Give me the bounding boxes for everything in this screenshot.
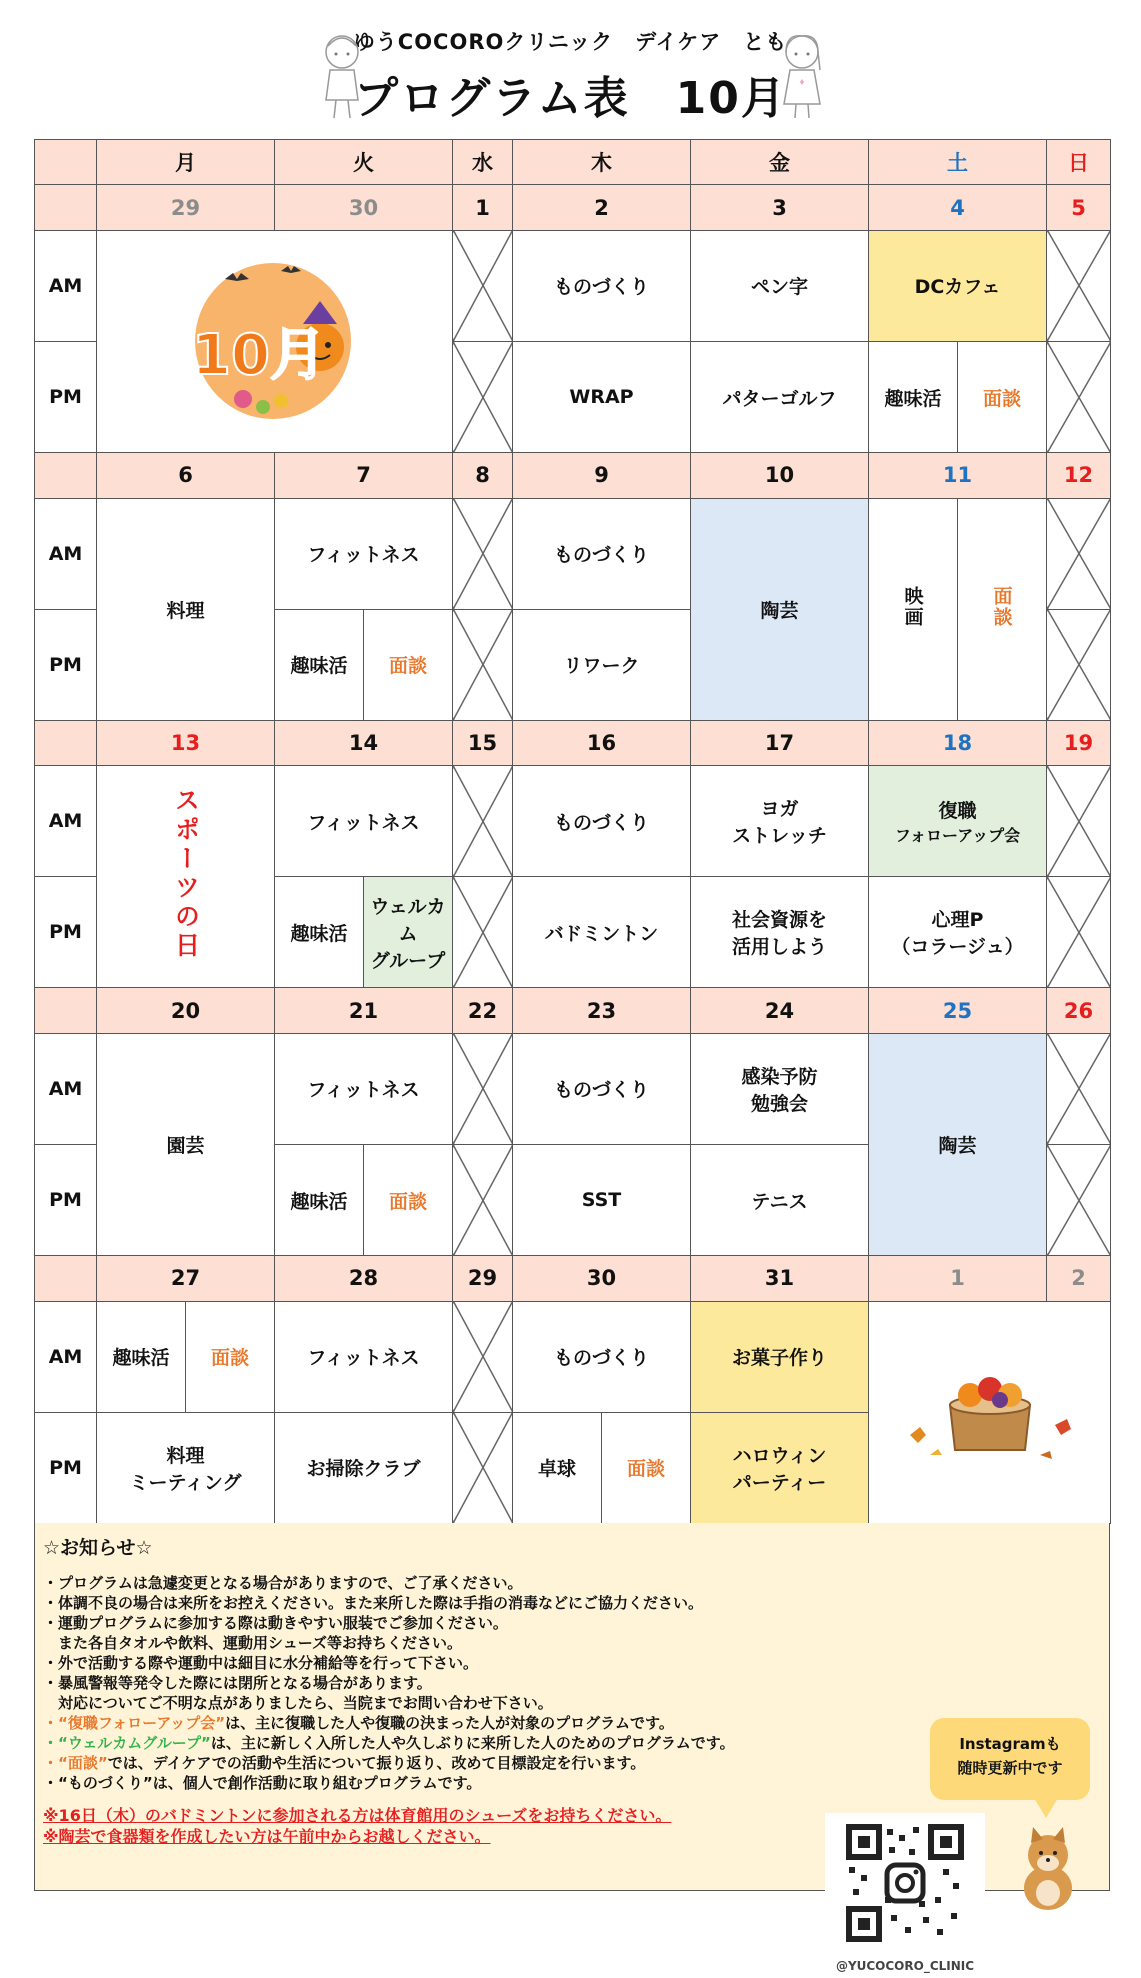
program-line: 料理 bbox=[166, 1444, 205, 1467]
program-cell: 趣味活 bbox=[869, 342, 958, 453]
notice-line: ・外で活動する際や運動中は細目に水分補給等を行って下さい。 bbox=[43, 1654, 479, 1672]
date-cell: 19 bbox=[1047, 720, 1111, 765]
date-cell: 5 bbox=[1047, 185, 1111, 230]
program-cell: 園芸 bbox=[97, 1033, 275, 1255]
mendan-cell: 面談 bbox=[602, 1412, 691, 1523]
date-cell: 6 bbox=[97, 453, 275, 498]
mendan-cell: 面談 bbox=[364, 1145, 453, 1256]
date-cell: 2 bbox=[513, 185, 691, 230]
program-cell: バドミントン bbox=[513, 877, 691, 988]
header-corner bbox=[35, 140, 97, 185]
program-cell: 趣味活 bbox=[275, 877, 364, 988]
program-cell: ものづくり bbox=[513, 766, 691, 877]
notice-term: ・“復職フォローアップ会” bbox=[43, 1714, 226, 1732]
closed-cell bbox=[1047, 498, 1111, 609]
closed-cell bbox=[453, 1033, 513, 1144]
program-cell: 趣味活 bbox=[97, 1301, 186, 1412]
notice-line: ・プログラムは急遽変更となる場合がありますので、ご了承ください。 bbox=[43, 1574, 523, 1592]
program-cell bbox=[691, 877, 869, 988]
autumn-harvest-icon bbox=[890, 1355, 1090, 1465]
program-line: ハロウィン bbox=[732, 1444, 827, 1467]
program-line: 復職 bbox=[938, 800, 977, 823]
october-halloween-icon bbox=[185, 249, 365, 429]
date-cell: 1 bbox=[869, 1256, 1047, 1301]
notice-line: ・体調不良の場合は来所をお控えください。また来所した際は手指の消毒などにご協力ください。 bbox=[43, 1594, 704, 1612]
notice-text: は、主に復職した人や復職の決まった人が対象のプログラムです。 bbox=[225, 1714, 674, 1732]
program-cell: パターゴルフ bbox=[691, 342, 869, 453]
program-cell: ものづくり bbox=[513, 1301, 691, 1412]
date-cell: 22 bbox=[453, 988, 513, 1033]
warning-notes bbox=[43, 1805, 671, 1847]
date-cell: 21 bbox=[275, 988, 453, 1033]
notice-line bbox=[43, 1713, 843, 1733]
notice-line bbox=[43, 1733, 843, 1753]
clinic-subtitle: ゆうCOCOROクリニック デイケア とも bbox=[353, 30, 788, 54]
program-line: ウェルカム bbox=[370, 895, 446, 945]
shiba-dog-illustration-icon bbox=[1013, 1823, 1083, 1913]
date-cell: 16 bbox=[513, 720, 691, 765]
weekday-mon: 月 bbox=[97, 140, 275, 185]
program-cell: 陶芸 bbox=[691, 498, 869, 720]
program-line: ミーティング bbox=[129, 1471, 242, 1494]
page-title: プログラム表 10月 bbox=[354, 73, 787, 124]
week2-am-row bbox=[35, 498, 1111, 609]
holiday-text: スポーツの日 bbox=[171, 787, 201, 962]
pm-label: PM bbox=[35, 1145, 97, 1256]
date-cell: 4 bbox=[869, 185, 1047, 230]
date-cell: 31 bbox=[691, 1256, 869, 1301]
program-cell: 趣味活 bbox=[275, 609, 364, 720]
holiday-cell bbox=[97, 766, 275, 988]
week5-dates-row bbox=[35, 1256, 1111, 1301]
date-cell: 29 bbox=[453, 1256, 513, 1301]
program-cell: フィットネス bbox=[275, 1301, 453, 1412]
pm-label: PM bbox=[35, 609, 97, 720]
program-cell bbox=[869, 877, 1047, 988]
program-line: ヨガ bbox=[760, 798, 799, 821]
date-cell: 7 bbox=[275, 453, 453, 498]
week5-am-row bbox=[35, 1301, 1111, 1412]
pm-label: PM bbox=[35, 877, 97, 988]
closed-cell bbox=[1047, 877, 1111, 988]
mendan-cell: 面談 bbox=[958, 342, 1047, 453]
october-badge-text: 10月 bbox=[191, 323, 326, 389]
date-cell: 2 bbox=[1047, 1256, 1111, 1301]
program-cell: お掃除クラブ bbox=[275, 1412, 453, 1523]
notice-line: また各自タオルや飲料、運動用シューズ等お持ちください。 bbox=[43, 1634, 462, 1652]
week4-dates-row bbox=[35, 988, 1111, 1033]
weekday-thu: 木 bbox=[513, 140, 691, 185]
closed-cell bbox=[453, 609, 513, 720]
closed-cell bbox=[1047, 230, 1111, 341]
closed-cell bbox=[453, 1145, 513, 1256]
date-cell: 12 bbox=[1047, 453, 1111, 498]
program-cell: DCカフェ bbox=[869, 230, 1047, 341]
closed-cell bbox=[453, 766, 513, 877]
program-cell: SST bbox=[513, 1145, 691, 1256]
closed-cell bbox=[453, 342, 513, 453]
program-cell: ペン字 bbox=[691, 230, 869, 341]
closed-cell bbox=[453, 498, 513, 609]
notice-panel bbox=[34, 1523, 1110, 1973]
notice-line: ・運動プログラムに参加する際は動きやすい服装でご参加ください。 bbox=[43, 1614, 508, 1632]
weekday-wed: 水 bbox=[453, 140, 513, 185]
instagram-bubble bbox=[930, 1718, 1090, 1800]
date-cell: 1 bbox=[453, 185, 513, 230]
notice-term: ・“面談” bbox=[43, 1754, 108, 1772]
program-cell bbox=[869, 498, 958, 720]
date-cell: 14 bbox=[275, 720, 453, 765]
closed-cell bbox=[1047, 342, 1111, 453]
program-line: 感染予防 bbox=[741, 1065, 818, 1088]
week3-dates-row bbox=[35, 720, 1111, 765]
date-cell: 11 bbox=[869, 453, 1047, 498]
program-cell: ものづくり bbox=[513, 1033, 691, 1144]
week1-am-row bbox=[35, 230, 1111, 341]
weekday-sun: 日 bbox=[1047, 140, 1111, 185]
date-cell: 13 bbox=[97, 720, 275, 765]
am-label: AM bbox=[35, 1033, 97, 1144]
weekday-header-row bbox=[35, 140, 1111, 185]
program-line: グループ bbox=[370, 949, 446, 972]
program-line: 社会資源を bbox=[731, 909, 827, 932]
program-cell: フィットネス bbox=[275, 1033, 453, 1144]
notice-line: ・暴風警報等発令した際には閉所となる場合があります。 bbox=[43, 1674, 432, 1692]
instagram-handle: @YUCOCORO_CLINIC bbox=[835, 1959, 975, 1973]
bubble-line: Instagramも bbox=[959, 1735, 1061, 1753]
closed-cell bbox=[453, 1301, 513, 1412]
program-cell: テニス bbox=[691, 1145, 869, 1256]
closed-cell bbox=[1047, 609, 1111, 720]
date-cell: 8 bbox=[453, 453, 513, 498]
program-line: （コラージュ） bbox=[891, 936, 1024, 959]
date-cell: 28 bbox=[275, 1256, 453, 1301]
program-cell bbox=[364, 877, 453, 988]
header bbox=[0, 0, 1141, 140]
date-cell: 9 bbox=[513, 453, 691, 498]
autumn-deco-cell bbox=[869, 1301, 1111, 1523]
program-line: フォローアップ会 bbox=[894, 826, 1021, 846]
date-cell: 18 bbox=[869, 720, 1047, 765]
program-calendar bbox=[34, 139, 1111, 1524]
closed-cell bbox=[453, 1412, 513, 1523]
notice-line: 対応についてご不明な点がありましたら、当院までお問い合わせ下さい。 bbox=[43, 1694, 553, 1712]
program-line: 心理P bbox=[931, 909, 984, 932]
program-cell: 料理 bbox=[97, 498, 275, 720]
mendan-cell: 面談 bbox=[364, 609, 453, 720]
bubble-line: 随時更新中です bbox=[957, 1759, 1063, 1777]
date-cell: 25 bbox=[869, 988, 1047, 1033]
date-cell: 20 bbox=[97, 988, 275, 1033]
program-line: パーティー bbox=[732, 1471, 827, 1494]
am-label: AM bbox=[35, 230, 97, 341]
boy-illustration-icon bbox=[312, 30, 372, 120]
warning-line: ※16日（木）のバドミントンに参加される方は体育館用のシューズをお持ちください。 bbox=[43, 1806, 672, 1825]
date-cell: 26 bbox=[1047, 988, 1111, 1033]
notice-text: では、デイケアでの活動や生活について振り返り、改めて目標設定を行います。 bbox=[107, 1754, 646, 1772]
program-cell: お菓子作り bbox=[691, 1301, 869, 1412]
notice-list bbox=[43, 1573, 843, 1793]
date-cell: 30 bbox=[513, 1256, 691, 1301]
program-cell: 卓球 bbox=[513, 1412, 602, 1523]
program-line: 勉強会 bbox=[750, 1092, 808, 1115]
pm-label: PM bbox=[35, 1412, 97, 1523]
date-cell: 10 bbox=[691, 453, 869, 498]
notice-line: ・“ものづくり”は、個人で創作活動に取り組むプログラムです。 bbox=[43, 1774, 482, 1792]
closed-cell bbox=[1047, 766, 1111, 877]
am-label: AM bbox=[35, 766, 97, 877]
week2-dates-row bbox=[35, 453, 1111, 498]
date-cell: 3 bbox=[691, 185, 869, 230]
notice-term: ・“ウェルカムグループ” bbox=[43, 1734, 211, 1752]
program-cell: リワーク bbox=[513, 609, 691, 720]
closed-cell bbox=[1047, 1145, 1111, 1256]
program-cell: WRAP bbox=[513, 342, 691, 453]
program-cell: 陶芸 bbox=[869, 1033, 1047, 1255]
program-cell: フィットネス bbox=[275, 766, 453, 877]
date-cell: 30 bbox=[275, 185, 453, 230]
date-cell: 15 bbox=[453, 720, 513, 765]
weekday-sat: 土 bbox=[869, 140, 1047, 185]
mendan-cell: 面談 bbox=[186, 1301, 275, 1412]
pm-label: PM bbox=[35, 342, 97, 453]
date-cell: 17 bbox=[691, 720, 869, 765]
date-cell: 27 bbox=[97, 1256, 275, 1301]
notice-line bbox=[43, 1753, 843, 1773]
program-cell: フィットネス bbox=[275, 498, 453, 609]
date-cell: 29 bbox=[97, 185, 275, 230]
am-label: AM bbox=[35, 498, 97, 609]
program-cell: ものづくり bbox=[513, 230, 691, 341]
qr-code-icon bbox=[825, 1813, 985, 1958]
mendan-text: 面談 bbox=[990, 585, 1013, 628]
mendan-cell bbox=[958, 498, 1047, 720]
closed-cell bbox=[453, 877, 513, 988]
closed-cell bbox=[1047, 1033, 1111, 1144]
weekday-tue: 火 bbox=[275, 140, 453, 185]
program-cell bbox=[869, 766, 1047, 877]
notice-text: は、主に新しく入所した人や久しぶりに来所した人のためのプログラムです。 bbox=[210, 1734, 735, 1752]
am-label: AM bbox=[35, 1301, 97, 1412]
program-cell bbox=[691, 1412, 869, 1523]
weekday-fri: 金 bbox=[691, 140, 869, 185]
program-line: ストレッチ bbox=[732, 825, 827, 848]
girl-illustration-icon bbox=[772, 30, 832, 120]
program-cell bbox=[691, 766, 869, 877]
program-cell: 趣味活 bbox=[275, 1145, 364, 1256]
week4-am-row bbox=[35, 1033, 1111, 1144]
program-text: 映画 bbox=[901, 585, 924, 628]
program-line: 活用しよう bbox=[731, 936, 827, 959]
program-cell: ものづくり bbox=[513, 498, 691, 609]
warning-line: ※陶芸で食器類を作成したい方は午前中からお越しください。 bbox=[43, 1827, 491, 1846]
date-cell: 24 bbox=[691, 988, 869, 1033]
week1-dates-row bbox=[35, 185, 1111, 230]
date-cell: 23 bbox=[513, 988, 691, 1033]
notice-title: ☆お知らせ☆ bbox=[43, 1537, 153, 1559]
week3-am-row bbox=[35, 766, 1111, 877]
october-badge bbox=[97, 230, 453, 452]
program-cell bbox=[691, 1033, 869, 1144]
instagram-qr-code[interactable] bbox=[825, 1813, 985, 1978]
program-cell bbox=[97, 1412, 275, 1523]
closed-cell bbox=[453, 230, 513, 341]
